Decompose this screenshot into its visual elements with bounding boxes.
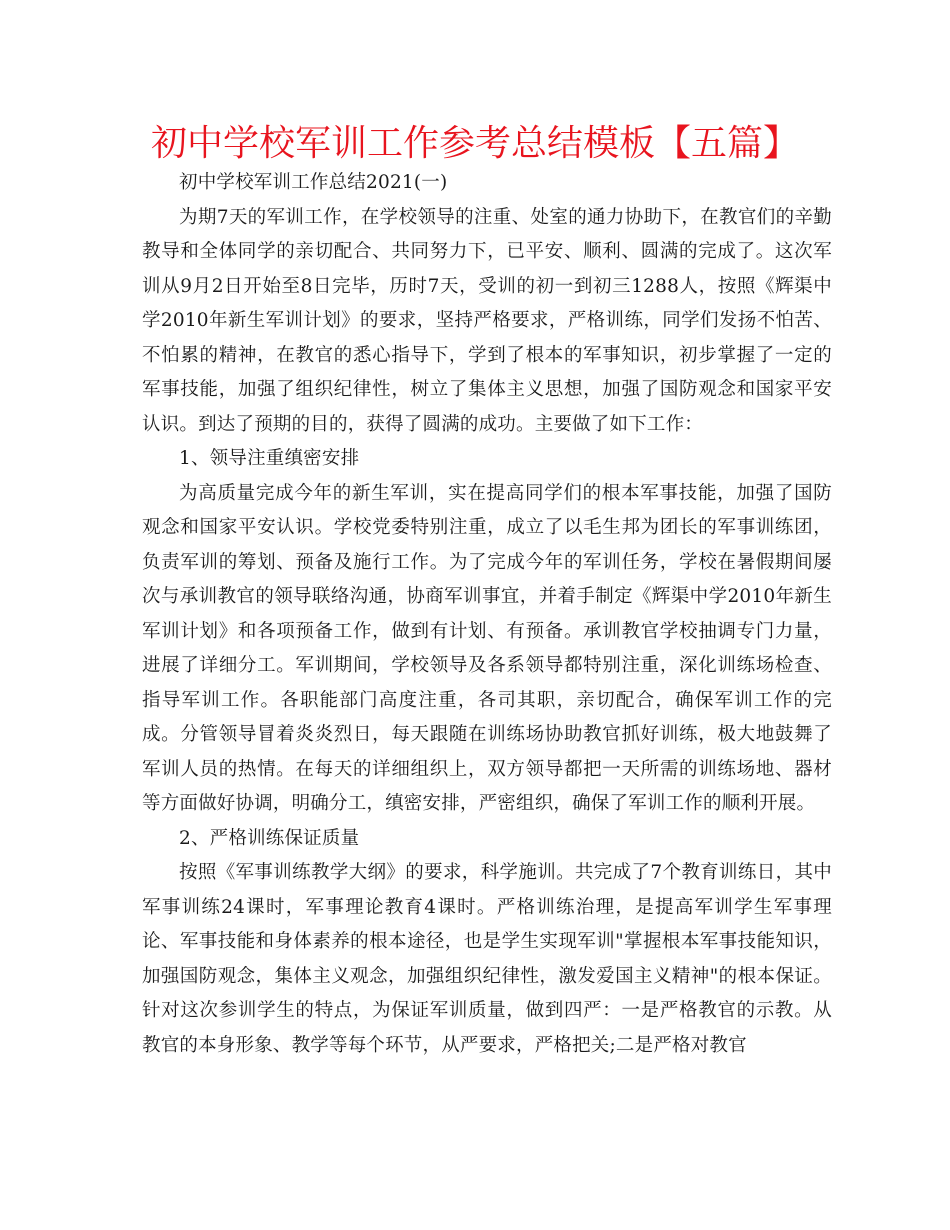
document-subtitle: 初中学校军训工作总结2021(一) <box>179 172 448 193</box>
paragraph-section-2: 按照《军事训练教学大纲》的要求，科学施训。共完成了7个教育训练日，其中军事训练24课时，军事理论教育4课时。严格训练治理，是提高军训学生军事理论、军事技能和身体素养的根本途径，也是学生实现军训"掌握根本军事技能知识，加强国防观念，集体主义观念，加强组织纪律性，激发爱国主义精神"的根本保证。针对这次参训学生的特点，为保证军训质量，做到四严：一是严格教官的示教。从教官的本身形象、教学等每个环节，从严要求，严格把关;二是严格对教官 <box>142 862 832 1056</box>
section-heading-1: 1、领导注重缜密安排 <box>179 448 360 469</box>
document-body <box>142 166 832 1063</box>
paragraph-intro: 为期7天的军训工作，在学校领导的注重、处室的通力协助下，在教官们的辛勤教导和全体同学的亲切配合、共同努力下，已平安、顺利、圆满的完成了。这次军训从9月2日开始至8日完毕，历时7天，受训的初一到初三1288人，按照《辉渠中学2010年新生军训计划》的要求，坚持严格要求，严格训练，同学们发扬不怕苦、不怕累的精神，在教官的悉心指导下，学到了根本的军事知识，初步掌握了一定的军事技能，加强了组织纪律性，树立了集体主义思想，加强了国防观念和国家平安认识。到达了预期的目的，获得了圆满的成功。主要做了如下工作： <box>142 206 832 435</box>
document-title: 初中学校军训工作参考总结模板【五篇】 <box>150 123 799 164</box>
section-heading-2: 2、严格训练保证质量 <box>179 827 360 849</box>
paragraph-section-1: 为高质量完成今年的新生军训，实在提高同学们的根本军事技能，加强了国防观念和国家平安认识。学校党委特别注重，成立了以毛生邦为团长的军事训练团，负责军训的筹划、预备及施行工作。为了完成今年的军训任务，学校在暑假期间屡次与承训教官的领导联络沟通，协商军训事宜，并着手制定《辉渠中学2010年新生军训计划》和各项预备工作，做到有计划、有预备。承训教官学校抽调专门力量，进展了详细分工。军训期间，学校领导及各系领导都特别注重，深化训练场检查、指导军训工作。各职能部门高度注重，各司其职，亲切配合，确保军训工作的完成。分管领导冒着炎炎烈日，每天跟随在训练场协助教官抓好训练，极大地鼓舞了军训人员的热情。在每天的详细组织上，双方领导都把一天所需的训练场地、器材等方面做好协调，明确分工，缜密安排，严密组织，确保了军训工作的顺利开展。 <box>142 482 832 814</box>
